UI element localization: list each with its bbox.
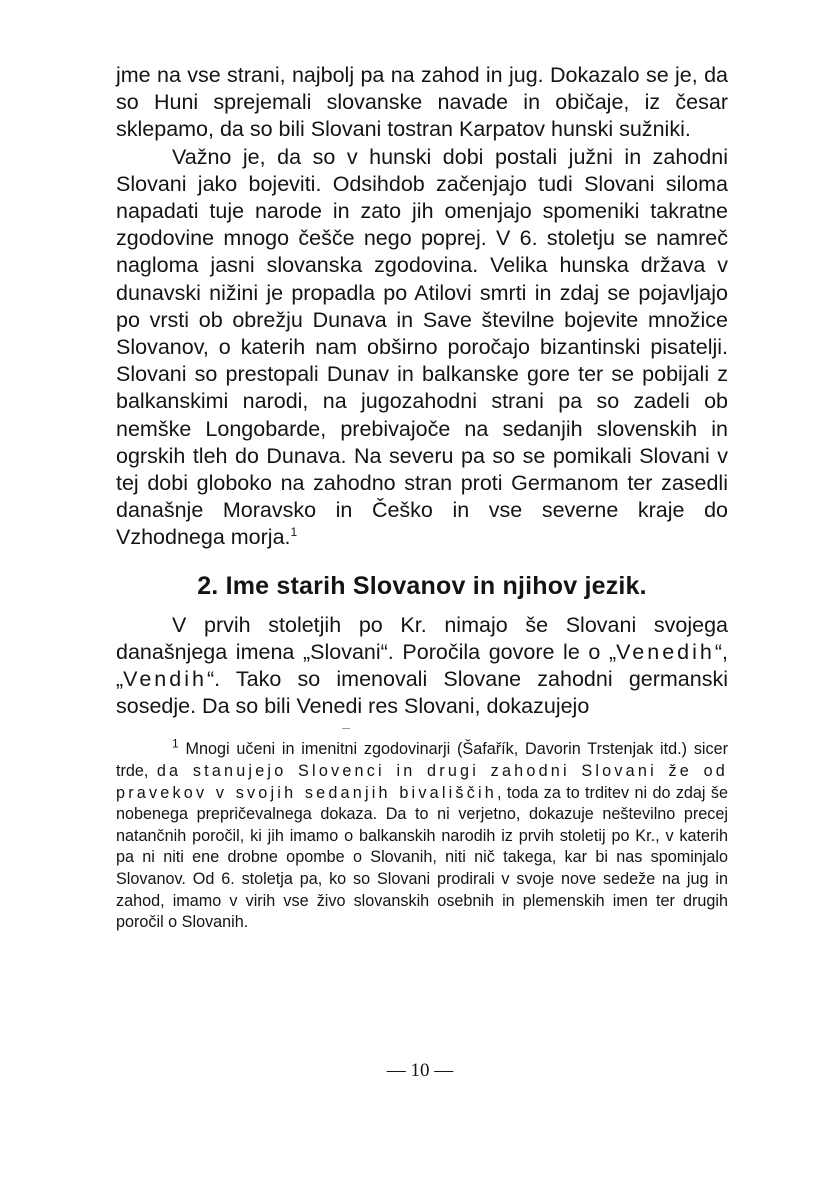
paragraph-1-text: jme na vse strani, najbolj pa na zahod in jug. Dokazalo se je, da so Huni sprejemali slovanske navade in običaje, iz česar sklepamo, da so bili Slovani tostran Karpatov hunski sužniki.: [116, 63, 728, 142]
paragraph-2-text: Važno je, da so v hunski dobi postali južni in zahodni Slovani jako bojeviti. Odsihdob začenjajo tudi Slovani siloma napadati tuje narode in zato jih omenjajo spomeniki takratne zgodovine mnogo češče nego poprej. V 6. stoletju se namreč nagloma jasni slovanska zgodovina. Velika hunska država v dunavski nižini je propadla po Atilovi smrti in zdaj se pojavljajo po vrsti ob obrežju Dunava in Save številne bojevite množice Slovanov, o katerih nam obširno poročajo bizantinski pisatelji. Slovani so prestopali Dunav in balkanske gore ter se pobijali z balkanskimi narodi, na jugozahodni strani pa so zadeli ob nemške Longobarde, prebivajoče na sedanjih slovenskih in ogrskih tleh do Dunava. Na severu pa so se pomikali Slovani v tej dobi globoko na zahodno stran proti Germanom ter zasedli današnje Moravsko in Češko in vse severne kraje do Vzhodnega morja.: [116, 144, 728, 550]
paragraph-3-text-b: “, „: [116, 639, 728, 692]
footnote: [116, 739, 728, 933]
paragraph-3-text-c: “. Tako so imenovali Slovane zahodni germanski sosedje. Da so bili Venedi res Slovani, dokazujejo: [116, 667, 728, 719]
footnote-reference: 1: [290, 525, 298, 540]
page-number: — 10 —: [386, 1060, 454, 1081]
paragraph-3-text-a: V prvih stoletjih po Kr. nimajo še Slovani svojega današnjega imena „Slovani“. Poročila govore le o „: [116, 612, 728, 664]
footnote-number: 1: [172, 737, 179, 752]
paragraph-slavic-expansion: [116, 144, 728, 552]
page-body: [116, 62, 728, 934]
footnote-text-a: Mnogi učeni in imenitni zgodovinarji (Šafařík, Davorin Trstenjak itd.) sicer trde,: [116, 740, 729, 781]
paragraph-hun-influence: [116, 62, 728, 144]
footnote-text-b: , toda za to trditev ni do zdaj še nobenega prepričevalnega dokaza. Da to ni verjetno, dokazuje neštevilno precej natančnih poročil, ki jih imamo o balkanskih narodih iz prvih stoletij po Kr., v katerih pa ni niti ene drobne opombe o Slovanih, niti nič takega, kar bi nas spominjalo Slovanov. Od 6. stoletja pa, ko so Slovani prodirali v svoje nove sedeže na jug in zahod, imamo v virih vse živo slovanskih osebnih in plemenskih imen ter drugih poročil o Slovanih.: [116, 783, 728, 932]
term-vendih: Vendih: [123, 667, 207, 692]
footnote-divider: [342, 728, 350, 729]
term-venedih: Venedih: [616, 639, 715, 664]
paragraph-venedi: [116, 612, 728, 721]
footnote-emphasis: da stanujejo Slovenci in drugi zahodni Slovani že od pravekov v svojih sedanjih bivališčih: [116, 762, 729, 802]
section-heading: 2. Ime starih Slovanov in njihov jezik.: [197, 571, 647, 600]
